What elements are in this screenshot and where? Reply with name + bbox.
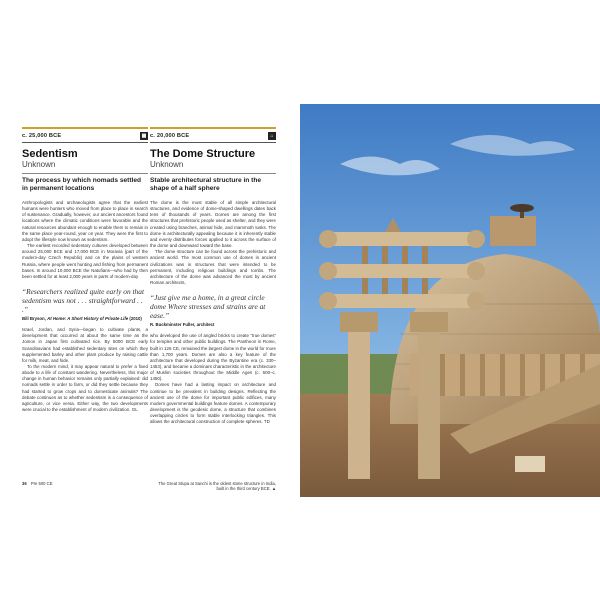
- caption-text: The Great Stupa at Sanchi is the oldest stone structure in India, built in the third century BCE.: [158, 481, 276, 491]
- building-blocks-icon: ▦: [141, 133, 147, 139]
- entry-sedentism: [22, 127, 148, 413]
- paragraph: Anthropologists and archaeologists agree that the earliest humans were hunters who moved from place to place in search of sustenance. Gradually, however, our ancient ancestors found locations where the climatic conditions were favorable and the natural resources abundant enough to enable them to remain in the same place year-round, year on year. They were the first to adopt the lifestyle now known as sedentism.: [22, 200, 148, 242]
- entry-author: Unknown: [150, 160, 184, 169]
- entry-date: c. 20,000 BCE: [150, 133, 190, 139]
- divider: [22, 142, 148, 143]
- stupa-photo: [300, 104, 600, 497]
- body-text-bottom: [22, 327, 148, 413]
- quote-attribution: [22, 316, 148, 321]
- chhatra-umbrella: [510, 204, 534, 212]
- paragraph: who developed the use of angled bricks to create “true domes” for temples and other public buildings. The Pantheon in Rome, built in 126 CE, remained the largest dome in the world for more than 1,700 years. Domes are also a key feature of the architecture that developed during the Byzantine era (c. 330–1453), and became a dominant characteristic in the architecture of Muslim societies throughout the Middle Ages (c. 500–c. 1450).: [150, 333, 276, 382]
- accent-rule: [150, 127, 276, 129]
- body-text-top: [22, 200, 148, 280]
- entry-title: The Dome Structure: [150, 148, 256, 160]
- quote-author: Bill Bryson,: [22, 316, 46, 322]
- body-text-top: [150, 200, 276, 286]
- paragraph: Domes have had a lasting impact on architecture and continue to be prevalent in building designs. Reflecting the ancient use of the dome for important public edifices, many modern governmental buildings feature domes. A contemporary development is the geodesic dome, a structure that combines overlapping circles to form stable interlocking triangles. This allows the architectural construction of complete spheres. TD: [150, 382, 276, 425]
- paragraph: Israel, Jordan, and Syria—began to cultivate plants, a development that occurred at about the same time as the Jomon in Japan first cultivated rice. By 5000 BCE early Scandinavians had established sedentary sites on which they supplemented barley and other plant produce by raising cattle for milk, meat, and hide.: [22, 327, 148, 363]
- pull-quote: “Researchers realized quite early on that sedentism was not . . . straightforward . . .”: [22, 287, 144, 315]
- date-row: [22, 131, 148, 141]
- page-number: 36: [22, 481, 27, 486]
- paragraph: The dome is the most stable of all simple architectural structures, and evidence of dome-shaped dwellings dates back tens of thousands of years. Domes are among the first structures that prehistoric people used as shelter, and they were created using branches, animal hide, and mammoth tusks. The dome is architecturally appealing because it is inherently stable and evenly distributes forces applied to it across the surface of the dome and downward toward the base.: [150, 200, 276, 249]
- pull-quote: “Just give me a home, in a great circle dome Where stresses and strains are at ease.”: [150, 293, 266, 321]
- page-folio: [22, 481, 53, 486]
- accent-rule: [22, 127, 148, 129]
- stone-block: [515, 456, 545, 472]
- section-name: Pre 500 CE: [30, 481, 53, 486]
- entry-date: c. 25,000 BCE: [22, 133, 62, 139]
- quote-source: At Home: A Short History of Private Life: [47, 316, 129, 322]
- divider: [150, 173, 276, 174]
- quote-attribution: R. Buckminster Fuller, architect: [150, 322, 215, 328]
- entry-summary: The process by which nomads settled in permanent locations: [22, 176, 142, 192]
- quote-year: (2010): [129, 316, 142, 322]
- paragraph: The dome structure can be found across the prehistoric and ancient world. The most common use of domes in ancient civilizations was in structures that were intended to be permanent, including religious buildings and tombs. The architecture of the dome was advanced the most by ancient Roman architects,: [150, 249, 276, 286]
- stupa-illustration: [300, 104, 600, 497]
- triangle-up-icon: ▲: [271, 486, 276, 491]
- body-text-bottom: [150, 333, 276, 425]
- photo-caption: [150, 481, 276, 491]
- paragraph: The earliest recorded sedentary cultures developed between around 25,000 BCE and 17,000 BCE in Moravia (part of the modern-day Czech Republic) and on the plains of western Russia, where people went hunting and fishing from permanent bases. In around 10,000 BCE the Natufians—who had by then been settled for at least 2,000 years in parts of modern-day: [22, 243, 148, 279]
- date-row: [150, 131, 276, 141]
- entry-summary: Stable architectural structure in the shape of a half sphere: [150, 176, 262, 192]
- paragraph: To the modern mind, it may appear natural to prefer a fixed abode to a life of constant wandering. Nevertheless, this major change in human behavior remains only partially explained: did nomads settle in order to farm, or did they settle because they had started to grow crops and to domesticate animals? The debate continues as to whether sedentism is a consequence of agriculture, or vice versa. Either way, the two developments were crucial to the establishment of modern civilization. GL: [22, 363, 148, 413]
- entry-dome-structure: [150, 127, 276, 426]
- entry-author: Unknown: [22, 160, 56, 169]
- divider: [150, 142, 276, 143]
- harmika: [490, 216, 536, 246]
- entry-title: Sedentism: [22, 148, 78, 160]
- architecture-icon: ⌂: [268, 132, 276, 140]
- divider: [22, 173, 148, 174]
